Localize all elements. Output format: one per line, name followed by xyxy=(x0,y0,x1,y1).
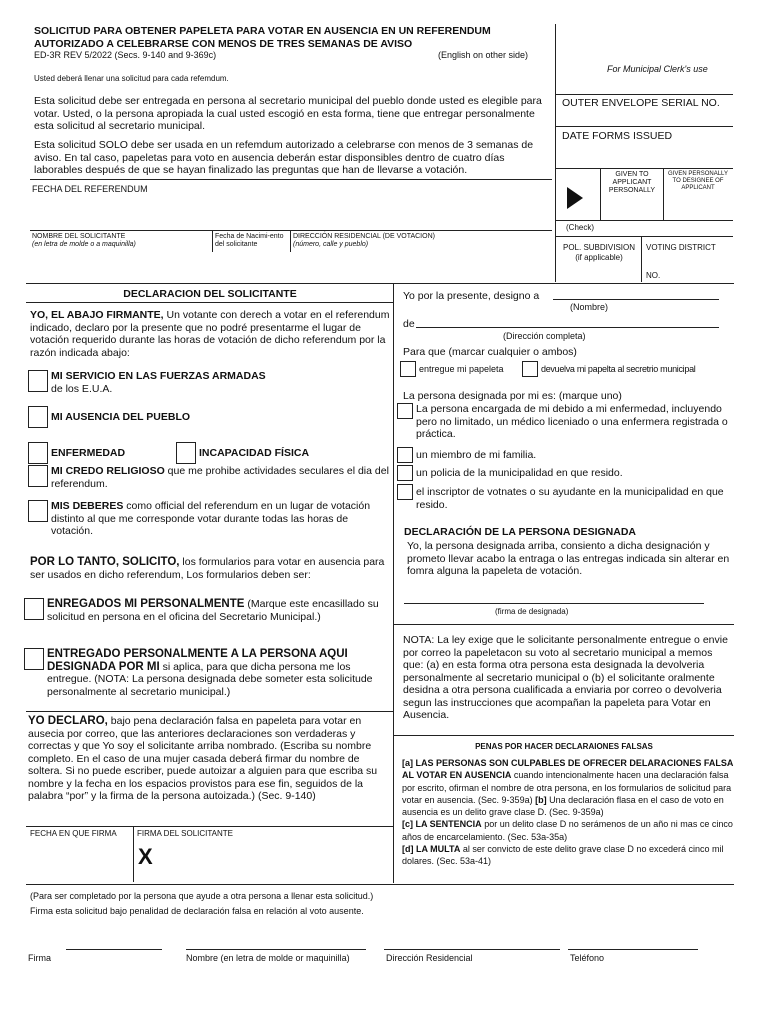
field-divider xyxy=(133,826,134,882)
purpose-deliver-label: entregue mi papeleta xyxy=(419,364,504,374)
designee-registrar-label: el inscriptor de votnates o su ayudante en la municipalidad en que resido. xyxy=(416,486,724,511)
penalty-c-bold: LA SENTENCIA xyxy=(415,819,482,830)
referendum-date-line xyxy=(30,179,552,180)
reason-absence xyxy=(28,406,388,428)
signature-x-mark: X xyxy=(138,844,153,869)
designee-name-input[interactable] xyxy=(553,285,719,299)
applicant-name-hint: (en letra de molde o a maquinilla) xyxy=(32,241,136,248)
designee-declaration-text: Yo, la persona designada arriba, consiento a dicha designación y prometo llevar acabo la entraga o las entregas indicada sin alterar en fomra alguna la papeleta de votación. xyxy=(407,540,730,577)
penalties-text xyxy=(402,757,734,868)
applicant-name-label: NOMBRE DEL SOLICITANTE xyxy=(32,233,126,240)
delivery-personal-text xyxy=(47,598,390,623)
section-divider xyxy=(393,624,734,625)
residential-address-hint: (número, calle y pueblo) xyxy=(293,241,369,248)
field-divider xyxy=(290,230,291,252)
purpose-return-label: devuelva mi papelta al secretrio municipal xyxy=(541,364,696,374)
designee-family-checkbox[interactable] xyxy=(397,447,413,463)
form-title-line1: SOLICITUD PARA OBTENER PAPELETA PARA VOTAR EN AUSENCIA EN UN REFERENDUM xyxy=(34,25,491,37)
clerk-divider xyxy=(555,94,733,95)
reason-religion xyxy=(28,465,390,490)
reason-illness-checkbox[interactable] xyxy=(28,442,48,464)
reason-illness-label: ENFERMEDAD xyxy=(51,447,126,459)
reason-duties xyxy=(28,500,390,538)
penalty-d-bold: LA MULTA xyxy=(416,844,461,855)
reason-military-checkbox[interactable] xyxy=(28,370,48,392)
purpose-deliver xyxy=(400,361,504,377)
purpose-label: Para que (marcar cualquier o ambos) xyxy=(403,346,577,358)
applicant-declaration-heading: DECLARACION DEL SOLICITANTE xyxy=(123,288,297,300)
designee-signature-input[interactable] xyxy=(404,585,704,603)
clerk-divider xyxy=(555,168,733,169)
designee-declaration-title: DECLARACIÓN DE LA PERSONA DESIGNADA xyxy=(404,526,636,538)
check-label: (Check) xyxy=(566,223,595,232)
clerk-use-title: For Municipal Clerk's use xyxy=(607,64,708,74)
section-divider xyxy=(26,302,393,303)
referendum-date-label: FECHA DEL REFERENDUM xyxy=(32,184,148,194)
helper-signature-input[interactable] xyxy=(66,930,162,949)
date-signed-input[interactable] xyxy=(28,840,130,880)
given-to-designee-label: GIVEN PERSONALLY TO DESIGNEE OF APPLICANT xyxy=(668,171,728,191)
designee-family-label: un miembro de mi familia. xyxy=(416,449,537,461)
date-issued-label: DATE FORMS ISSUED xyxy=(562,130,673,142)
designee-police-checkbox[interactable] xyxy=(397,465,413,481)
one-per-referendum-note: Usted deberá llenar una solicitud para cada refemdum. xyxy=(34,74,229,83)
pol-subdivision-label: POL. SUBDIVISION (if applicable) xyxy=(562,243,636,262)
penalty-a-text: cuando intencionalmente hacen una declaración falsa por escrito, ofirman el nombre de otra persona, en los formularios de solicitud para votar en ausencia. (Sec. 9-359a) xyxy=(402,770,732,805)
delivery-personal-rest: (Marque este encasillado su solicitud en persona en el oficina del Secretario Municipal.) xyxy=(47,598,379,623)
delivery-designee-rest: si aplica, para que dicha persona me los entregue. (NOTA: La persona designada debe someter esta solicitude personalmente al secretario municipal.) xyxy=(47,660,373,698)
penalty-a-tag: [a] xyxy=(402,758,413,768)
designee-caretaker-checkbox[interactable] xyxy=(397,403,413,419)
given-to-applicant-label: GIVEN TO APPLICANT PERSONALLY xyxy=(608,171,656,194)
section-divider xyxy=(393,735,734,736)
reason-military-bold: MI SERVICIO EN LAS FUERZAS ARMADAS xyxy=(51,370,266,382)
penalty-d-tag: [d] xyxy=(402,844,414,855)
perjury-declaration-text: bajo pena declaración falsa en papeleta para votar en ausecia por correo, que las anteriores declaraciones son verdaderas y correctas y que Yo soy el solicitante arriba nombrado. (Escriba su nombre completo. En el caso de una mujer casada deberá firmar du nombre de soltera. Si no puede escriber, puede autoizar a alguien para que escriba su nombre y la fecha en los espacios provistos para ese fin, seguidos de la palabra “por” y la firma de la persona autoizada.) (Sec. 9-140) xyxy=(28,715,378,802)
arrow-right-icon xyxy=(566,186,584,210)
delivery-designee-text xyxy=(47,648,390,698)
reason-military-rest: de los E.U.A. xyxy=(51,382,113,395)
residential-address-label: DIRECCIÓN RESIDENCIAL (DE VOTACION) xyxy=(293,233,435,240)
applicant-statement-bold: YO, EL ABAJO FIRMANTE, xyxy=(30,309,164,321)
date-signed-label: FECHA EN QUE FIRMA xyxy=(30,829,117,838)
delivery-instructions: Esta solicitud debe ser entregada en persona al secretario municipal del pueblo donde usted es elegible para votar. Usted, o la persona apropiada la cual usted escogió en esta forma, tiene que entregar personalmente esta solicitud al secretario municipal. xyxy=(34,95,542,132)
penalty-c-text: por un delito clase D no serámenos de un año ni mas ce cinco años de encarcelamiento. (Sec. 53a-35a) xyxy=(402,819,733,842)
applicant-statement-text: Un votante con derech a votar en el referendum indicado, declaro por la presente que no podré presentarme el lugar de votación requerido durante las horas de votación de dicho referendum por la razón indicada abajo: xyxy=(30,309,390,359)
delivery-designee-checkbox[interactable] xyxy=(24,648,44,670)
helper-address-label: Dirección Residencial xyxy=(386,953,473,963)
reason-duties-bold: MIS DEBERES xyxy=(51,500,124,512)
section-divider xyxy=(26,826,393,827)
helper-note: (Para ser completado por la persona que ayude a otra persona a llenar esta solicitud.) xyxy=(30,891,374,901)
clerk-divider xyxy=(555,220,733,221)
delivery-designee xyxy=(24,648,390,698)
column-divider xyxy=(393,283,394,883)
designee-type-label: La persona designada por mi es: (marque uno) xyxy=(403,390,622,402)
helper-name-input[interactable] xyxy=(186,930,366,949)
penalty-d-text: al ser convicto de este delito grave clase D no excederá cinco mil dolares. (Sec. 53a-41) xyxy=(402,844,724,867)
designee-name-caption: (Nombre) xyxy=(570,302,609,312)
designee-registrar xyxy=(397,484,732,511)
delivery-personal-checkbox[interactable] xyxy=(24,598,44,620)
usage-instructions: Esta solicitud SOLO debe ser usada en un refemdum autorizado a celebrarse con menos de 3 semanas de aviso. En tal caso, papeletas para voto en ausencia deberán estar disponsibles dentro de cuatro días laborables después de que se hayan finalizado las preguntas que han de llevarse a votación. xyxy=(34,139,534,176)
designee-signature-caption: (firma de designada) xyxy=(495,607,569,616)
voting-district-label: VOTING DISTRICT xyxy=(646,243,716,252)
clerk-divider xyxy=(555,236,733,237)
helper-phone-input[interactable] xyxy=(568,930,698,949)
section-divider xyxy=(26,283,734,284)
designee-family xyxy=(397,447,732,463)
given-to-designee-checkbox[interactable] xyxy=(670,200,726,218)
form-code: ED-3R REV 5/2022 (Secs. 9-140 and 9-369c) xyxy=(34,50,217,60)
section-divider xyxy=(26,711,393,712)
penalty-a-bold: LAS PERSONAS SON CULPABLES DE OFRECER DELARACIONES FALSA AL VOTAR EN AUSENCIA xyxy=(402,758,734,781)
reason-duties-checkbox[interactable] xyxy=(28,500,48,522)
reason-religion-text xyxy=(51,465,390,490)
reason-disability-label: INCAPACIDAD FÍSICA xyxy=(199,447,310,459)
request-statement-bold: POR LO TANTO, SOLICITO, xyxy=(30,556,180,568)
applicant-signature-label: FIRMA DEL SOLICITANTE xyxy=(137,829,234,838)
reason-illness xyxy=(28,442,125,464)
helper-phone-label: Teléfono xyxy=(570,953,605,963)
purpose-return xyxy=(522,361,696,377)
section-divider xyxy=(26,884,734,885)
purpose-return-checkbox[interactable] xyxy=(522,361,538,377)
designee-police-label: un policia de la municipalidad en que resido. xyxy=(416,467,623,479)
legal-note: NOTA: La ley exige que le solicitante personalmente entregue o envie por correo la papeletacon su voto al secretario municipal a memos que: (a) en esta forma otra persona esta designada la devolveria personalmente al secretario municipal o (b) el solicitante oralmente desidna a otra persona cualificada a enviaria por correo o devolveria segun las instrucciones que acompañan la papeleta para Votar en Ausencia. xyxy=(403,634,728,721)
field-divider xyxy=(212,230,213,252)
reason-military xyxy=(28,370,388,395)
reason-absence-label: MI AUSENCIA DEL PUEBLO xyxy=(51,411,191,423)
birth-date-label: Fecha de Nacimi-ento del solicitante xyxy=(215,233,284,248)
penalty-c-tag: [c] xyxy=(402,819,413,830)
perjury-declaration-bold: YO DECLARO, xyxy=(28,715,108,727)
reason-religion-bold: MI CREDO RELIGIOSO xyxy=(51,465,165,477)
designee-name-line xyxy=(553,299,719,300)
designee-signature-line xyxy=(404,603,704,604)
delivery-designee-bold: ENTREGADO PERSONALMENTE A LA PERSONA AQUI DESIGNADA POR MI xyxy=(47,648,348,673)
reason-disability-checkbox[interactable] xyxy=(176,442,196,464)
reason-absence-checkbox[interactable] xyxy=(28,406,48,428)
designee-of-text: de xyxy=(403,318,415,330)
request-statement-text: los formularios para votar en ausencia para ser usados en dicho referendum, Los formularios deben ser: xyxy=(30,556,385,581)
helper-name-label: Nombre (en letra de molde or maquinilla) xyxy=(186,953,350,963)
penalty-b-tag: [b] xyxy=(535,794,547,805)
reason-duties-text xyxy=(51,500,390,538)
referendum-date-input[interactable] xyxy=(30,192,552,228)
clerk-section-border xyxy=(555,24,556,282)
delivery-personal-bold: ENREGADOS MI PERSONALMENTE xyxy=(47,598,245,610)
designate-text: Yo por la presente, designo a xyxy=(403,290,540,302)
reason-religion-rest: que me prohibe actividades seculares el dia del referendum. xyxy=(51,465,389,490)
form-title-line2: AUTORIZADO A CELEBRARSE CON MENOS DE TRES SEMANAS DE AVISO xyxy=(34,38,413,50)
perjury-declaration xyxy=(28,715,390,803)
reason-duties-rest: como official del referendum en un lugar de votación distinto al que me corresponde votar durante todas las horas de votación. xyxy=(51,500,371,537)
designee-address-caption: (Dirección completa) xyxy=(503,331,586,341)
helper-address-input[interactable] xyxy=(384,930,560,949)
english-note: (English on other side) xyxy=(438,50,529,60)
applicant-info-line xyxy=(30,230,552,231)
given-to-applicant-checkbox[interactable] xyxy=(606,200,658,218)
reason-religion-checkbox[interactable] xyxy=(28,465,48,487)
applicant-signature-input[interactable] xyxy=(160,840,390,880)
penalty-b-text: Una declaración flasa en el caso de voto en ausencia es un delito grave clase D. (Sec. 9-359a) xyxy=(402,794,724,818)
district-no-label: NO. xyxy=(646,271,661,280)
helper-declaration: Firma esta solicitud bajo penalidad de declaración falsa en relación al voto ausente. xyxy=(30,906,364,916)
helper-phone-line xyxy=(568,949,698,950)
penalties-title: PENAS POR HACER DECLARAIONES FALSAS xyxy=(475,742,653,751)
applicant-statement xyxy=(30,309,390,359)
designee-address-line xyxy=(416,327,719,328)
purpose-deliver-checkbox[interactable] xyxy=(400,361,416,377)
designee-police xyxy=(397,465,732,481)
clerk-divider xyxy=(555,126,733,127)
reason-military-text xyxy=(51,370,266,395)
reason-disability xyxy=(176,442,309,464)
helper-signature-label: Firma xyxy=(28,953,51,963)
request-statement xyxy=(30,556,390,581)
helper-address-line xyxy=(384,949,560,950)
delivery-personal xyxy=(24,598,390,623)
designee-registrar-checkbox[interactable] xyxy=(397,484,413,500)
helper-name-line xyxy=(186,949,366,950)
helper-signature-line xyxy=(66,949,162,950)
outer-envelope-label: OUTER ENVELOPE SERIAL NO. xyxy=(562,97,720,109)
designee-caretaker xyxy=(397,403,732,441)
designee-address-input[interactable] xyxy=(416,313,719,327)
clerk-divider xyxy=(641,236,642,282)
designee-caretaker-label: La persona encargada de mi debido a mi enfermedad, incluyendo pero no limitado, un médico liceniado o una enfermera registrada o práctica. xyxy=(416,403,728,440)
